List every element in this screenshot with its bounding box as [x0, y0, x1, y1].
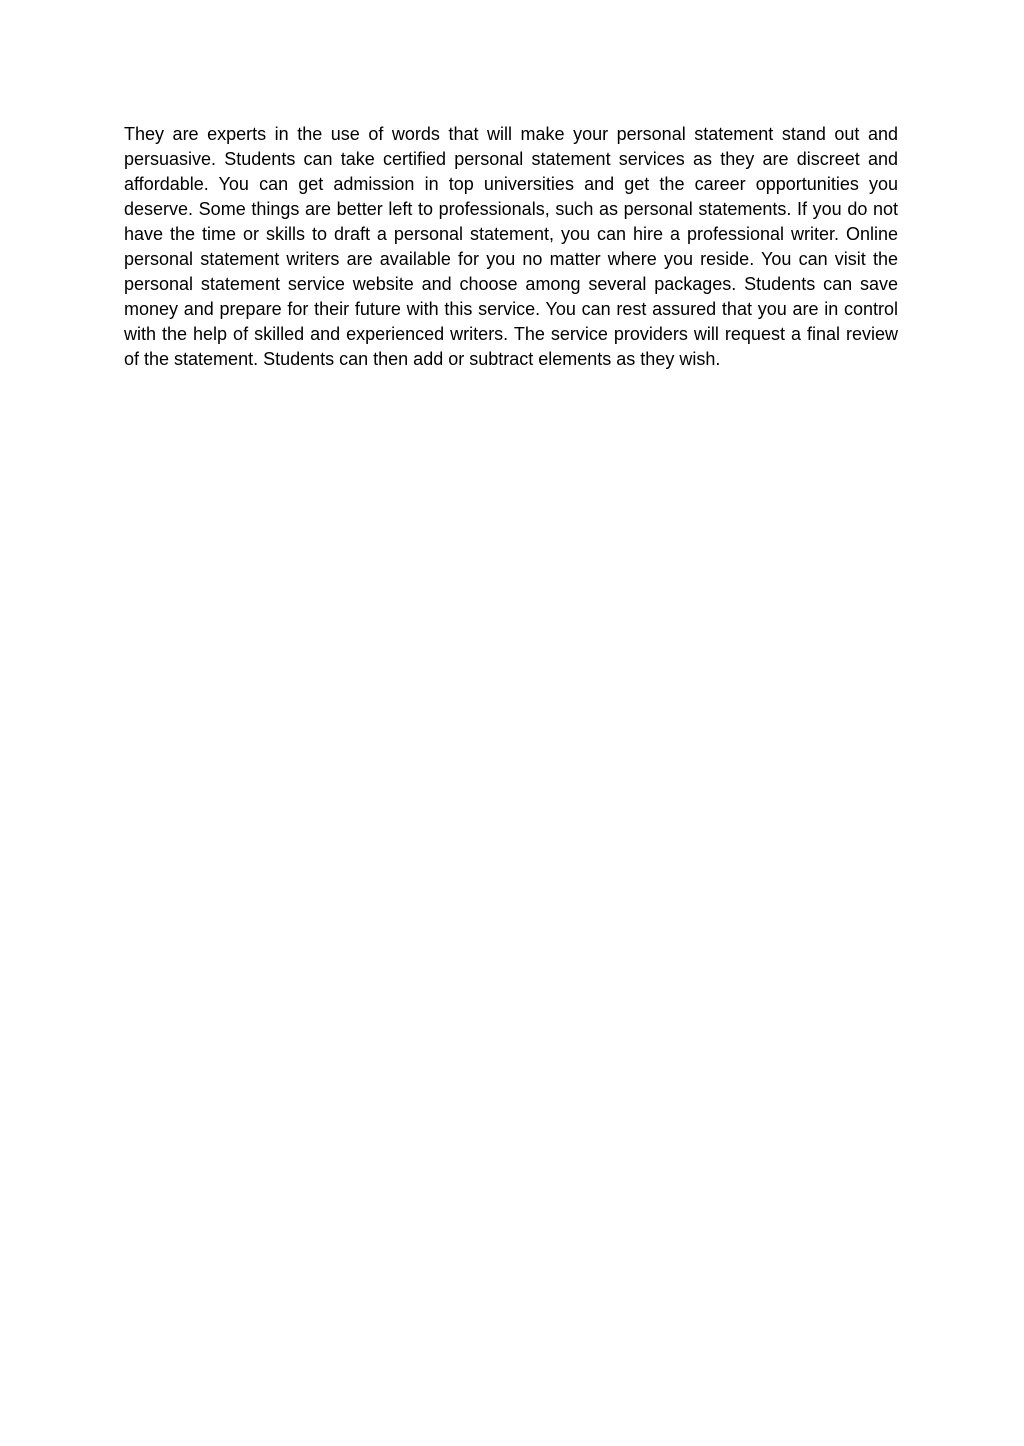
body-paragraph: They are experts in the use of words that will make your personal statement stand out and persuasive. Students can take certified personal statement services as they are discreet and affordable. You can get admission in top universities and get the career opportunities you deserve. Some things are better left to professionals, such as personal statements. If you do not have the time or skills to draft a personal statement, you can hire a professional writer. Online personal statement writers are available for you no matter where you reside. You can visit the personal statement service website and choose among several packages. Students can save money and prepare for their future with this service. You can rest assured that you are in control with the help of skilled and experienced writers. The service providers will request a final review of the statement. Students can then add or subtract elements as they wish. [124, 124, 898, 369]
